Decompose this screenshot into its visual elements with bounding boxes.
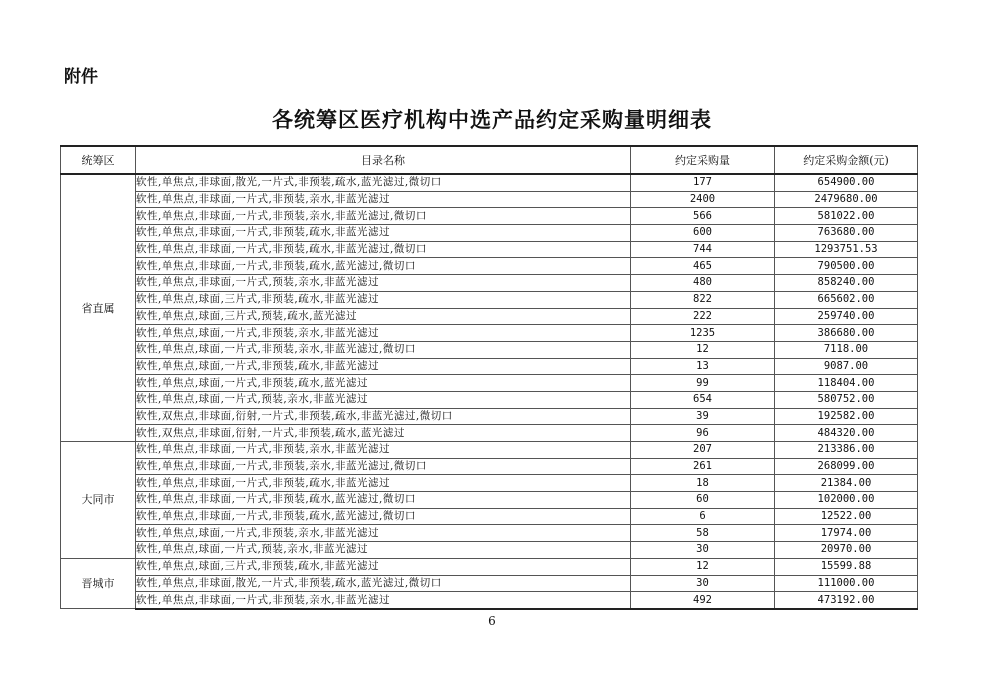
product-name-cell: 软性,单焦点,非球面,一片式,非预装,亲水,非蓝光滤过 <box>136 592 631 609</box>
table-row <box>61 275 918 292</box>
table-row <box>61 174 918 191</box>
header-name: 目录名称 <box>136 146 631 174</box>
table-row <box>61 458 918 475</box>
product-name-cell: 软性,单焦点,球面,一片式,非预装,疏水,非蓝光滤过 <box>136 358 631 375</box>
quantity-cell: 58 <box>631 525 775 542</box>
product-name-cell: 软性,单焦点,球面,三片式,预装,疏水,蓝光滤过 <box>136 308 631 325</box>
quantity-cell: 177 <box>631 174 775 191</box>
quantity-cell: 13 <box>631 358 775 375</box>
amount-cell: 665602.00 <box>775 291 918 308</box>
table-row <box>61 241 918 258</box>
table-row <box>61 442 918 459</box>
product-name-cell: 软性,单焦点,球面,一片式,非预装,亲水,非蓝光滤过 <box>136 525 631 542</box>
page-number: 6 <box>488 614 496 628</box>
product-name-cell: 软性,单焦点,非球面,一片式,非预装,疏水,蓝光滤过,微切口 <box>136 492 631 509</box>
table-row <box>61 358 918 375</box>
quantity-cell: 207 <box>631 442 775 459</box>
table-row <box>61 408 918 425</box>
amount-cell: 2479680.00 <box>775 191 918 208</box>
table-row <box>61 258 918 275</box>
product-name-cell: 软性,单焦点,非球面,散光,一片式,非预装,疏水,蓝光滤过,微切口 <box>136 575 631 592</box>
quantity-cell: 822 <box>631 291 775 308</box>
table-row <box>61 575 918 592</box>
amount-cell: 213386.00 <box>775 442 918 459</box>
amount-cell: 118404.00 <box>775 375 918 392</box>
quantity-cell: 39 <box>631 408 775 425</box>
product-name-cell: 软性,单焦点,球面,一片式,预装,亲水,非蓝光滤过 <box>136 542 631 559</box>
table-row <box>61 391 918 408</box>
quantity-cell: 1235 <box>631 325 775 342</box>
table-body <box>61 174 918 609</box>
quantity-cell: 600 <box>631 225 775 242</box>
amount-cell: 259740.00 <box>775 308 918 325</box>
quantity-cell: 30 <box>631 542 775 559</box>
region-cell: 省直属 <box>61 174 136 442</box>
table-row <box>61 425 918 442</box>
table-row <box>61 592 918 609</box>
quantity-cell: 60 <box>631 492 775 509</box>
product-name-cell: 软性,单焦点,非球面,一片式,非预装,疏水,非蓝光滤过 <box>136 475 631 492</box>
quantity-cell: 12 <box>631 341 775 358</box>
quantity-cell: 99 <box>631 375 775 392</box>
product-name-cell: 软性,单焦点,非球面,散光,一片式,非预装,疏水,蓝光滤过,微切口 <box>136 174 631 191</box>
amount-cell: 12522.00 <box>775 508 918 525</box>
procurement-table <box>60 145 918 610</box>
product-name-cell: 软性,单焦点,非球面,一片式,非预装,亲水,非蓝光滤过 <box>136 191 631 208</box>
table-row <box>61 508 918 525</box>
quantity-cell: 222 <box>631 308 775 325</box>
product-name-cell: 软性,双焦点,非球面,衍射,一片式,非预装,疏水,蓝光滤过 <box>136 425 631 442</box>
amount-cell: 763680.00 <box>775 225 918 242</box>
table-row <box>61 291 918 308</box>
table-header-row <box>61 146 918 174</box>
amount-cell: 386680.00 <box>775 325 918 342</box>
amount-cell: 7118.00 <box>775 341 918 358</box>
amount-cell: 111000.00 <box>775 575 918 592</box>
amount-cell: 790500.00 <box>775 258 918 275</box>
table-row <box>61 375 918 392</box>
table-row <box>61 225 918 242</box>
amount-cell: 654900.00 <box>775 174 918 191</box>
table-row <box>61 558 918 575</box>
quantity-cell: 492 <box>631 592 775 609</box>
header-region: 统筹区 <box>61 146 136 174</box>
amount-cell: 20970.00 <box>775 542 918 559</box>
product-name-cell: 软性,单焦点,非球面,一片式,非预装,疏水,蓝光滤过,微切口 <box>136 258 631 275</box>
table-row <box>61 492 918 509</box>
table-row <box>61 542 918 559</box>
amount-cell: 102000.00 <box>775 492 918 509</box>
quantity-cell: 2400 <box>631 191 775 208</box>
header-amount: 约定采购金额(元) <box>775 146 918 174</box>
quantity-cell: 654 <box>631 391 775 408</box>
header-quantity: 约定采购量 <box>631 146 775 174</box>
product-name-cell: 软性,单焦点,球面,一片式,非预装,亲水,非蓝光滤过 <box>136 325 631 342</box>
region-cell: 晋城市 <box>61 558 136 609</box>
product-name-cell: 软性,单焦点,非球面,一片式,非预装,亲水,非蓝光滤过,微切口 <box>136 458 631 475</box>
quantity-cell: 261 <box>631 458 775 475</box>
amount-cell: 15599.88 <box>775 558 918 575</box>
quantity-cell: 6 <box>631 508 775 525</box>
amount-cell: 580752.00 <box>775 391 918 408</box>
product-name-cell: 软性,单焦点,非球面,一片式,非预装,疏水,非蓝光滤过,微切口 <box>136 241 631 258</box>
amount-cell: 17974.00 <box>775 525 918 542</box>
product-name-cell: 软性,单焦点,球面,一片式,非预装,疏水,蓝光滤过 <box>136 375 631 392</box>
table-row <box>61 308 918 325</box>
product-name-cell: 软性,单焦点,非球面,一片式,非预装,疏水,蓝光滤过,微切口 <box>136 508 631 525</box>
quantity-cell: 480 <box>631 275 775 292</box>
table-row <box>61 191 918 208</box>
quantity-cell: 12 <box>631 558 775 575</box>
region-cell: 大同市 <box>61 442 136 559</box>
quantity-cell: 18 <box>631 475 775 492</box>
table-row <box>61 525 918 542</box>
amount-cell: 473192.00 <box>775 592 918 609</box>
amount-cell: 268099.00 <box>775 458 918 475</box>
amount-cell: 192582.00 <box>775 408 918 425</box>
amount-cell: 1293751.53 <box>775 241 918 258</box>
attachment-label: 附件 <box>64 67 98 87</box>
product-name-cell: 软性,单焦点,非球面,一片式,非预装,亲水,非蓝光滤过,微切口 <box>136 208 631 225</box>
amount-cell: 581022.00 <box>775 208 918 225</box>
quantity-cell: 30 <box>631 575 775 592</box>
document-title: 各统筹区医疗机构中选产品约定采购量明细表 <box>272 107 712 132</box>
product-name-cell: 软性,双焦点,非球面,衍射,一片式,非预装,疏水,非蓝光滤过,微切口 <box>136 408 631 425</box>
product-name-cell: 软性,单焦点,球面,一片式,预装,亲水,非蓝光滤过 <box>136 391 631 408</box>
quantity-cell: 465 <box>631 258 775 275</box>
amount-cell: 21384.00 <box>775 475 918 492</box>
product-name-cell: 软性,单焦点,球面,一片式,非预装,亲水,非蓝光滤过,微切口 <box>136 341 631 358</box>
quantity-cell: 96 <box>631 425 775 442</box>
amount-cell: 858240.00 <box>775 275 918 292</box>
quantity-cell: 744 <box>631 241 775 258</box>
product-name-cell: 软性,单焦点,球面,三片式,非预装,疏水,非蓝光滤过 <box>136 558 631 575</box>
product-name-cell: 软性,单焦点,非球面,一片式,非预装,亲水,非蓝光滤过 <box>136 442 631 459</box>
product-name-cell: 软性,单焦点,球面,三片式,非预装,疏水,非蓝光滤过 <box>136 291 631 308</box>
product-name-cell: 软性,单焦点,非球面,一片式,非预装,疏水,非蓝光滤过 <box>136 225 631 242</box>
product-name-cell: 软性,单焦点,非球面,一片式,预装,亲水,非蓝光滤过 <box>136 275 631 292</box>
table-row <box>61 341 918 358</box>
table-row <box>61 325 918 342</box>
amount-cell: 9087.00 <box>775 358 918 375</box>
table-row <box>61 208 918 225</box>
table-row <box>61 475 918 492</box>
amount-cell: 484320.00 <box>775 425 918 442</box>
quantity-cell: 566 <box>631 208 775 225</box>
